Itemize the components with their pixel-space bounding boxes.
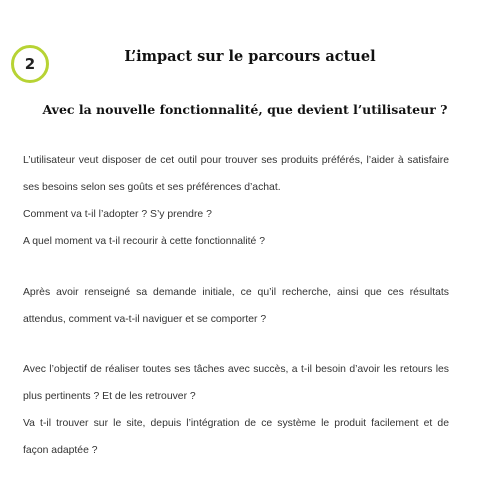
paragraph-line: Va t-il trouver sur le site, depuis l’intégration de ce système le produit facilement et de bbox=[23, 418, 449, 429]
section-subtitle: Avec la nouvelle fonctionnalité, que devient l’utilisateur ? bbox=[42, 102, 448, 117]
step-number: 2 bbox=[24, 55, 36, 73]
paragraph-line: ses besoins selon ses goûts et ses préférences d’achat. bbox=[23, 182, 281, 193]
paragraph-line: Après avoir renseigné sa demande initiale, ce qu’il recherche, ainsi que ces résultats bbox=[23, 287, 449, 298]
paragraph-line: attendus, comment va-t-il naviguer et se comporter ? bbox=[23, 314, 267, 325]
paragraph-line: Comment va t-il l’adopter ? S’y prendre ? bbox=[23, 209, 212, 220]
paragraph-3 bbox=[23, 361, 449, 469]
step-number-badge bbox=[11, 45, 49, 83]
paragraph-line: plus pertinents ? Et de les retrouver ? bbox=[23, 391, 196, 402]
section-title: L’impact sur le parcours actuel bbox=[124, 48, 376, 65]
paragraph-line: Avec l’objectif de réaliser toutes ses tâches avec succès, a t-il besoin d’avoir les retours les bbox=[23, 364, 449, 375]
paragraph-line: L’utilisateur veut disposer de cet outil pour trouver ses produits préférés, l’aider à satisfaire bbox=[23, 155, 449, 166]
paragraph-1 bbox=[23, 152, 449, 260]
paragraph-line: A quel moment va t-il recourir à cette fonctionnalité ? bbox=[23, 236, 265, 247]
paragraph-2 bbox=[23, 284, 449, 338]
paragraph-line: façon adaptée ? bbox=[23, 445, 98, 456]
